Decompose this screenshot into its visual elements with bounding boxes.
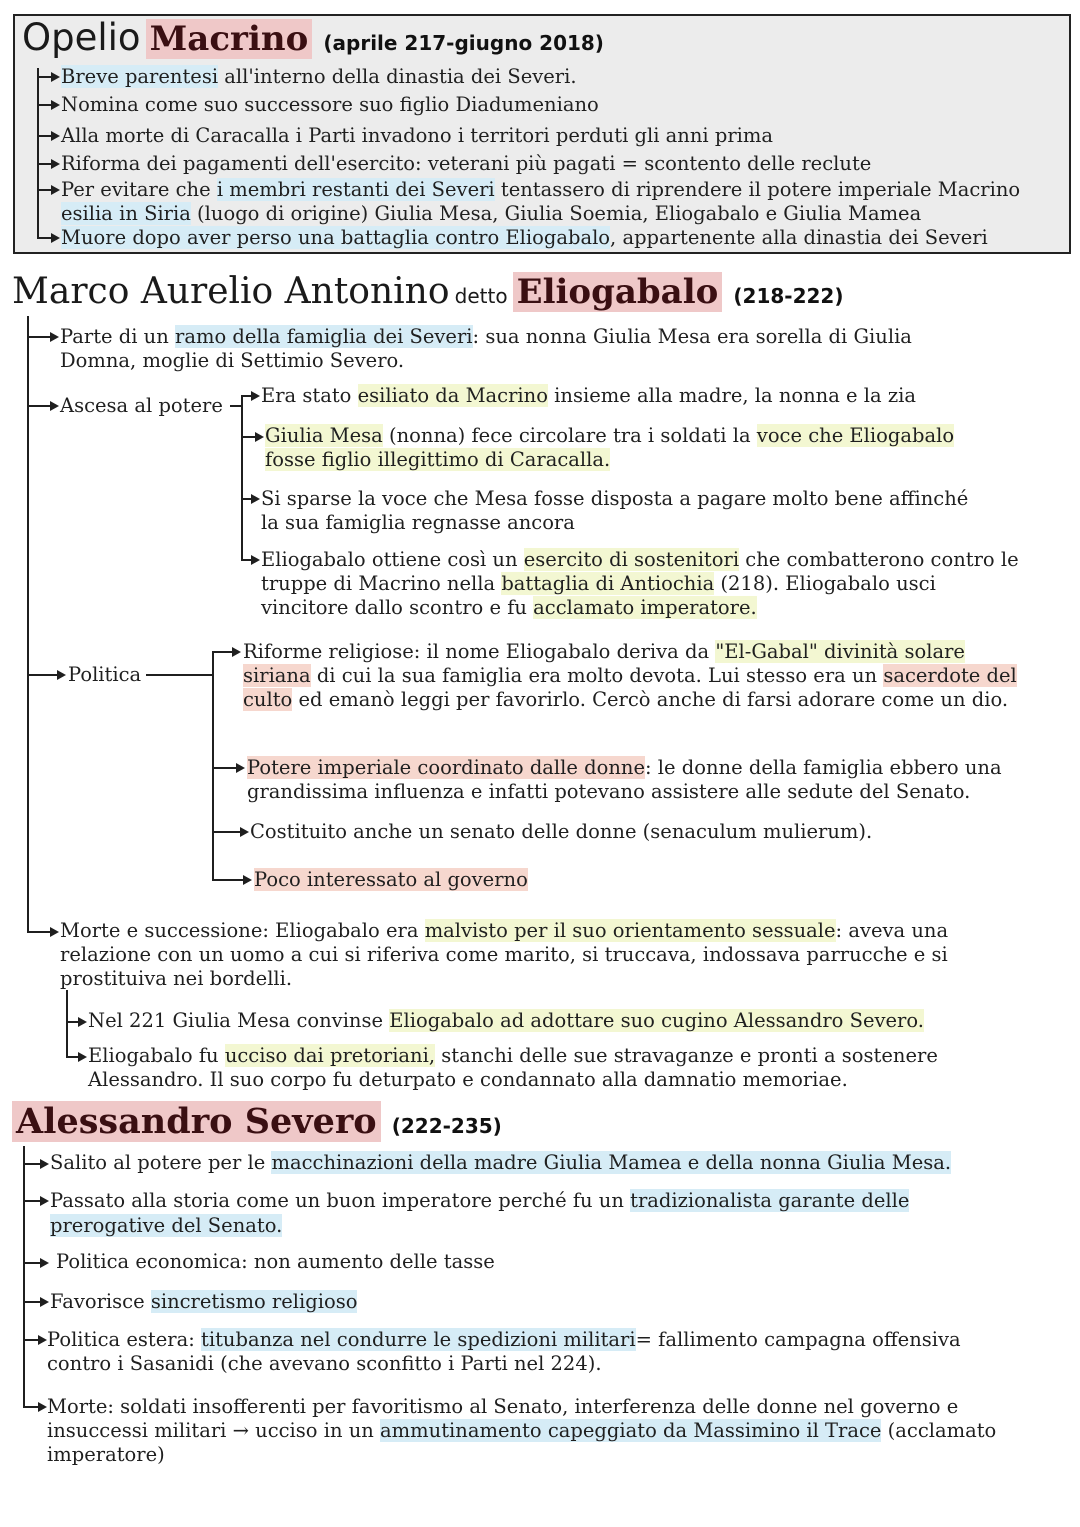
alessandro-item-5: Politica estera: titubanza nel condurre le spedizioni militari= fallimento campagna offensiva <box>47 1328 961 1351</box>
eliogabalo-heading <box>12 271 843 312</box>
morte-line-1: Morte e successione: Eliogabalo era malvisto per il suo orientamento sessuale: aveva una <box>60 919 949 942</box>
succession-item-2: Eliogabalo fu ucciso dai pretoriani, stanchi delle sue stravaganze e pronti a sostenere <box>88 1044 938 1067</box>
macrino-bracket-line <box>37 68 39 238</box>
alessandro-dates: (222-235) <box>391 1114 502 1138</box>
alessandro-bracket-line <box>23 1146 25 1408</box>
succession-item-2-cont: Alessandro. Il suo corpo fu deturpato e condannato alla damnatio memoriae. <box>88 1068 848 1091</box>
macrino-item-6: Muore dopo aver perso una battaglia contro Eliogabalo, appartenente alla dinastia dei Severi <box>61 226 988 249</box>
ascesa-item-1: Era stato esiliato da Macrino insieme alla madre, la nonna e la zia <box>261 384 916 407</box>
ascesa-label: Ascesa al potere <box>60 394 223 417</box>
politica-item-2: Potere imperiale coordinato dalle donne: le donne della famiglia ebbero una <box>247 756 1002 779</box>
macrino-item-1: Breve parentesi all'interno della dinastia dei Severi. <box>61 65 577 88</box>
macrino-dates: (aprile 217-giugno 2018) <box>323 31 604 55</box>
ascesa-item-4: Eliogabalo ottiene così un esercito di sostenitori che combatterono contro le <box>261 548 1019 571</box>
macrino-item-5-cont: esilia in Siria (luogo di origine) Giulia Mesa, Giulia Soemia, Eliogabalo e Giulia Mamea <box>61 202 922 225</box>
ascesa-item-4-cont2: vincitore dallo scontro e fu acclamato imperatore. <box>261 596 757 619</box>
morte-line-2: relazione con un uomo a cui si riferiva come marito, si truccava, indossava parrucche e si <box>60 943 948 966</box>
morte-line-3: prostituiva nei bordelli. <box>60 967 293 990</box>
macrino-title-light: Opelio <box>22 16 141 59</box>
politica-item-1-cont2: culto ed emanò leggi per favorirlo. Cercò anche di farsi adorare come un dio. <box>243 688 1009 711</box>
macrino-title-bold: Macrino <box>146 19 313 59</box>
eliogabalo-dates: (218-222) <box>733 284 844 308</box>
eliogabalo-family: Parte di un ramo della famiglia dei Severi: sua nonna Giulia Mesa era sorella di Giulia <box>60 325 912 348</box>
alessandro-item-6-cont: insuccessi militari → ucciso in un ammutinamento capeggiato da Massimino il Trace (acclamato <box>47 1419 997 1442</box>
eliogabalo-family-cont: Domna, moglie di Settimio Severo. <box>60 349 405 372</box>
politica-item-2-cont: grandissima influenza e infatti potevano assistere alle sedute del Senato. <box>247 780 971 803</box>
alessandro-item-6-cont2: imperatore) <box>47 1443 165 1466</box>
macrino-heading <box>22 16 604 59</box>
ascesa-bracket-line <box>241 395 243 561</box>
alessandro-item-2: Passato alla storia come un buon imperatore perché fu un tradizionalista garante delle <box>50 1189 910 1212</box>
politica-bracket-line <box>212 651 214 881</box>
eliogabalo-detto: detto <box>454 284 508 308</box>
politica-item-4: Poco interessato al governo <box>254 868 528 891</box>
alessandro-item-4: Favorisce sincretismo religioso <box>50 1290 358 1313</box>
macrino-item-4: Riforma dei pagamenti dell'esercito: veterani più pagati = scontento delle reclute <box>61 152 872 175</box>
alessandro-heading <box>12 1101 502 1142</box>
macrino-item-5: Per evitare che i membri restanti dei Severi tentassero di riprendere il potere imperiale Macrino <box>61 178 1021 201</box>
eliogabalo-bracket-line <box>27 316 29 933</box>
politica-item-3: Costituito anche un senato delle donne (senaculum mulierum). <box>250 820 873 843</box>
ascesa-item-4-cont: truppe di Macrino nella battaglia di Antiochia (218). Eliogabalo usci <box>261 572 936 595</box>
alessandro-item-5-cont: contro i Sasanidi (che avevano sconfitto i Parti nel 224). <box>47 1352 602 1375</box>
macrino-item-3: Alla morte di Caracalla i Parti invadono i territori perduti gli anni prima <box>61 124 773 147</box>
alessandro-item-2-cont: prerogative del Senato. <box>50 1214 283 1237</box>
macrino-item-2: Nomina come suo successore suo figlio Diadumeniano <box>61 93 599 116</box>
politica-label: Politica <box>68 663 142 686</box>
ascesa-item-3-cont: la sua famiglia regnasse ancora <box>261 511 575 534</box>
alessandro-title-bold: Alessandro Severo <box>12 1101 381 1142</box>
succession-bracket-line <box>66 990 68 1058</box>
eliogabalo-title-light: Marco Aurelio Antonino <box>12 271 450 312</box>
politica-item-1-cont: siriana di cui la sua famiglia era molto devota. Lui stesso era un sacerdote del <box>243 664 1017 687</box>
ascesa-item-2: Giulia Mesa (nonna) fece circolare tra i soldati la voce che Eliogabalo <box>265 424 955 447</box>
alessandro-item-3: Politica economica: non aumento delle tasse <box>56 1250 495 1273</box>
succession-item-1: Nel 221 Giulia Mesa convinse Eliogabalo ad adottare suo cugino Alessandro Severo. <box>88 1009 924 1032</box>
eliogabalo-title-bold: Eliogabalo <box>513 272 723 312</box>
politica-item-1: Riforme religiose: il nome Eliogabalo deriva da "El-Gabal" divinità solare <box>243 640 965 663</box>
ascesa-item-3: Si sparse la voce che Mesa fosse disposta a pagare molto bene affinché <box>261 487 969 510</box>
ascesa-item-2-cont: fosse figlio illegittimo di Caracalla. <box>265 448 611 471</box>
alessandro-item-1: Salito al potere per le macchinazioni della madre Giulia Mamea e della nonna Giulia Mesa. <box>50 1151 952 1174</box>
alessandro-item-6: Morte: soldati insofferenti per favoritismo al Senato, interferenza delle donne nel governo e <box>47 1395 959 1418</box>
